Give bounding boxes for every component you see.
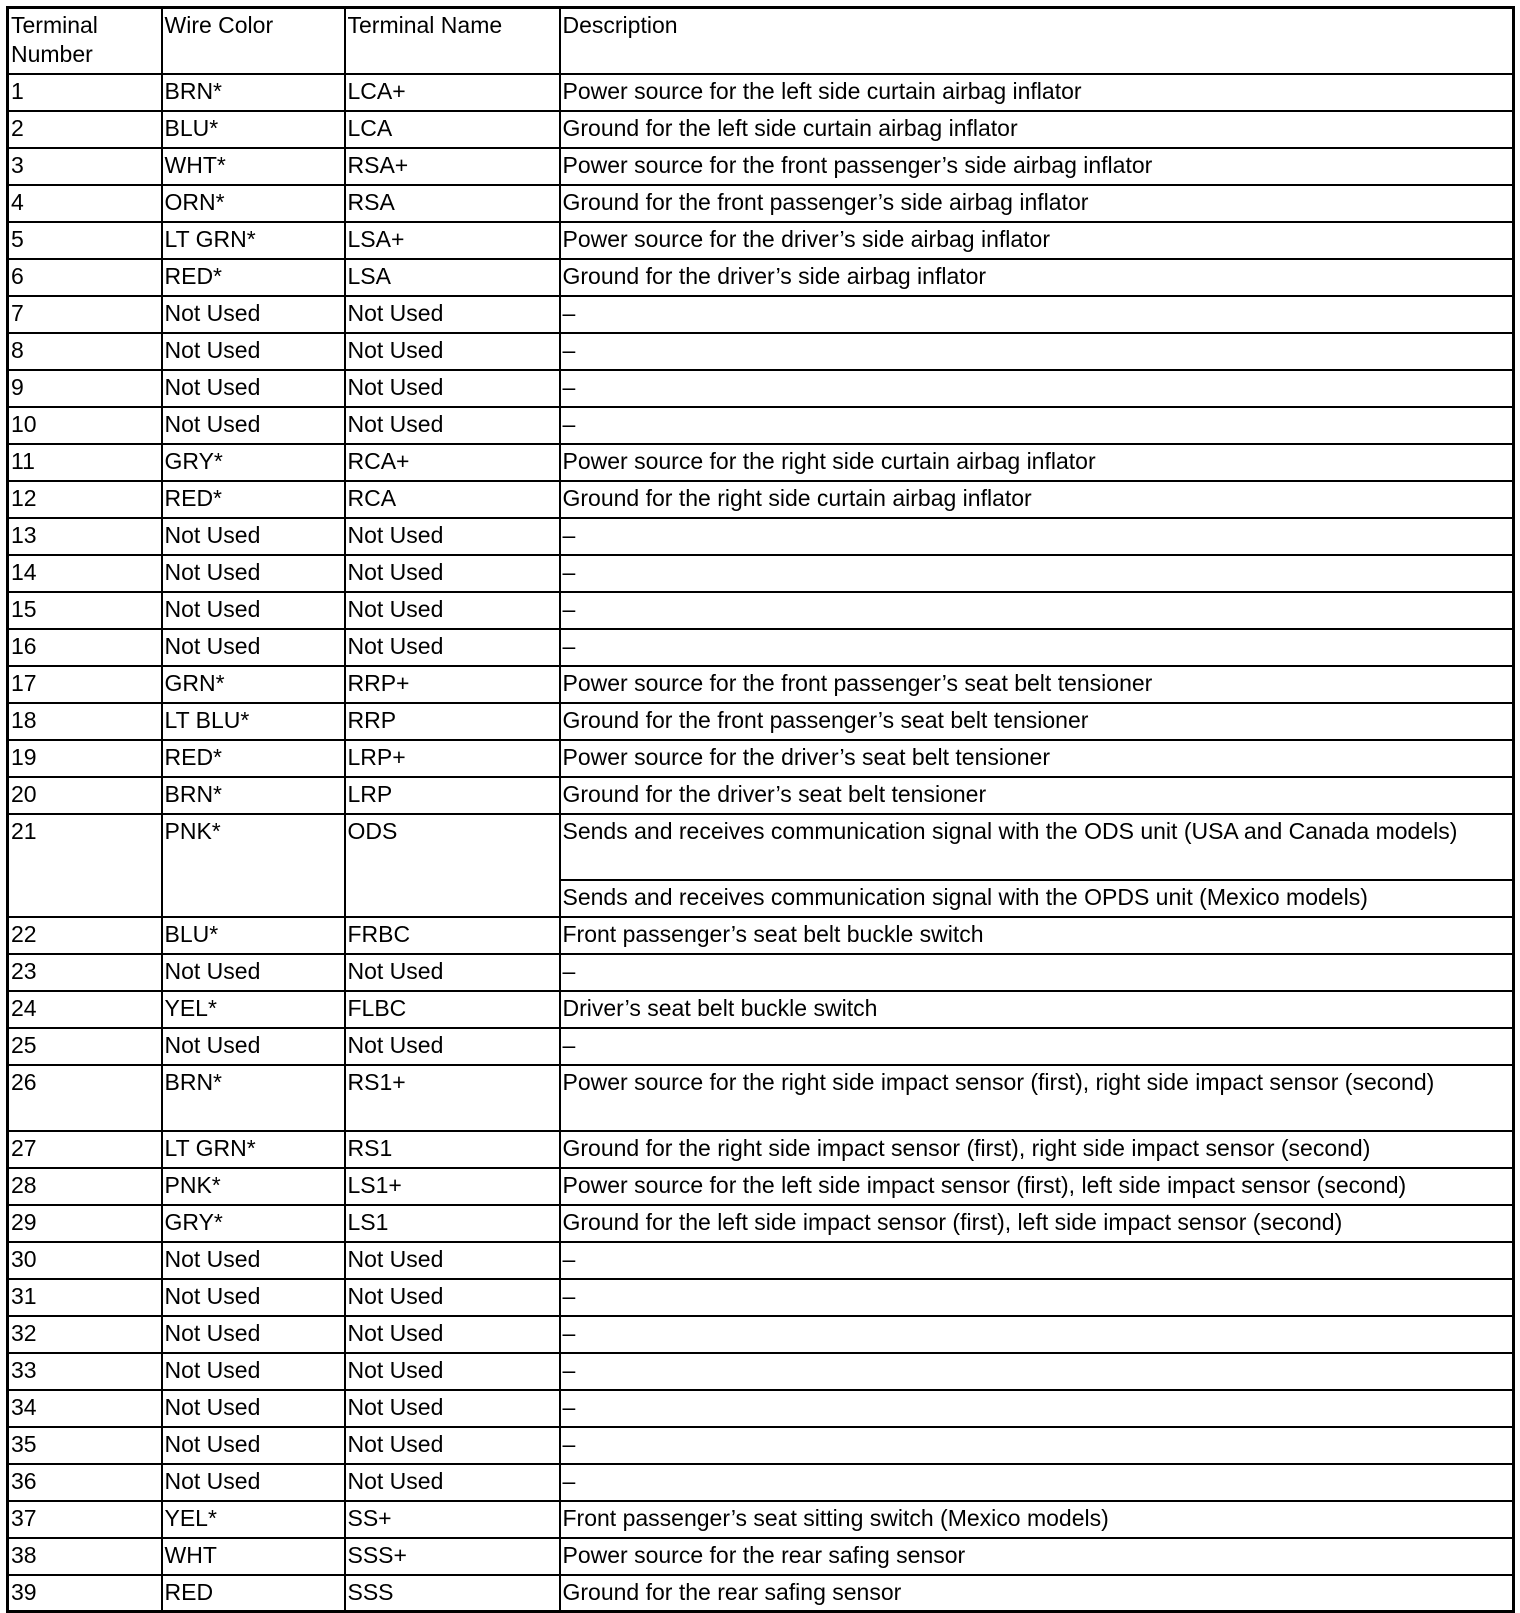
wire-color-cell: Not Used	[162, 954, 345, 991]
terminal-number-cell: 3	[8, 148, 162, 185]
terminal-name-cell: Not Used	[345, 954, 560, 991]
wire-color-cell: WHT	[162, 1538, 345, 1575]
terminal-name-cell: Not Used	[345, 1390, 560, 1427]
terminal-number-cell: 25	[8, 1028, 162, 1065]
description-cell: Sends and receives communication signal with the OPDS unit (Mexico models)	[560, 880, 1514, 917]
table-row	[8, 148, 1514, 185]
description-cell: Sends and receives communication signal with the ODS unit (USA and Canada models)	[560, 814, 1514, 880]
table-row	[8, 991, 1514, 1028]
terminal-name-cell: Not Used	[345, 1028, 560, 1065]
wire-color-cell: BLU*	[162, 917, 345, 954]
description-cell: Ground for the front passenger’s side airbag inflator	[560, 185, 1514, 222]
description-cell: –	[560, 296, 1514, 333]
terminal-table	[6, 6, 1515, 1613]
terminal-name-cell: LSA+	[345, 222, 560, 259]
terminal-name-cell: SS+	[345, 1501, 560, 1538]
terminal-name-cell: Not Used	[345, 296, 560, 333]
terminal-number-cell: 36	[8, 1464, 162, 1501]
description-cell: Ground for the right side impact sensor (first), right side impact sensor (second)	[560, 1131, 1514, 1168]
wire-color-cell: RED*	[162, 740, 345, 777]
wire-color-cell: Not Used	[162, 1464, 345, 1501]
wire-color-cell: Not Used	[162, 296, 345, 333]
wire-color-cell: LT BLU*	[162, 703, 345, 740]
terminal-number-cell: 12	[8, 481, 162, 518]
wire-color-cell: LT GRN*	[162, 222, 345, 259]
terminal-name-cell: Not Used	[345, 592, 560, 629]
table-row	[8, 777, 1514, 814]
terminal-name-cell: Not Used	[345, 333, 560, 370]
table-row	[8, 592, 1514, 629]
description-cell: –	[560, 407, 1514, 444]
terminal-number-cell: 35	[8, 1427, 162, 1464]
terminal-number-cell: 6	[8, 259, 162, 296]
description-cell: –	[560, 1464, 1514, 1501]
description-cell: Ground for the left side curtain airbag inflator	[560, 111, 1514, 148]
wire-color-cell: Not Used	[162, 1390, 345, 1427]
description-cell: –	[560, 954, 1514, 991]
wire-color-cell: BRN*	[162, 777, 345, 814]
wire-color-cell: PNK*	[162, 1168, 345, 1205]
table-row	[8, 1168, 1514, 1205]
table-row	[8, 74, 1514, 111]
terminal-number-cell: 8	[8, 333, 162, 370]
description-cell: –	[560, 555, 1514, 592]
table-row	[8, 555, 1514, 592]
terminal-name-cell: RRP+	[345, 666, 560, 703]
terminal-number-cell: 5	[8, 222, 162, 259]
description-cell: Ground for the driver’s side airbag inflator	[560, 259, 1514, 296]
wire-color-cell: WHT*	[162, 148, 345, 185]
terminal-name-cell: Not Used	[345, 407, 560, 444]
wire-color-cell: ORN*	[162, 185, 345, 222]
wire-color-cell: PNK*	[162, 814, 345, 917]
terminal-name-cell: Not Used	[345, 1427, 560, 1464]
description-cell: Power source for the front passenger’s side airbag inflator	[560, 148, 1514, 185]
terminal-name-cell: RCA	[345, 481, 560, 518]
wire-color-cell: Not Used	[162, 592, 345, 629]
table-row	[8, 1390, 1514, 1427]
description-cell: Power source for the driver’s seat belt tensioner	[560, 740, 1514, 777]
terminal-name-cell: SSS+	[345, 1538, 560, 1575]
terminal-number-cell: 17	[8, 666, 162, 703]
header-terminal-name: Terminal Name	[345, 8, 560, 74]
header-wire-color: Wire Color	[162, 8, 345, 74]
terminal-number-cell: 2	[8, 111, 162, 148]
table-row	[8, 1242, 1514, 1279]
terminal-name-cell: Not Used	[345, 555, 560, 592]
table-row	[8, 1028, 1514, 1065]
description-cell: Power source for the driver’s side airbag inflator	[560, 222, 1514, 259]
description-cell: –	[560, 592, 1514, 629]
description-cell: –	[560, 1390, 1514, 1427]
table-row	[8, 1205, 1514, 1242]
wire-color-cell: GRN*	[162, 666, 345, 703]
terminal-name-cell: LRP+	[345, 740, 560, 777]
table-row	[8, 259, 1514, 296]
description-cell: Ground for the right side curtain airbag inflator	[560, 481, 1514, 518]
table-row	[8, 917, 1514, 954]
table-row	[8, 333, 1514, 370]
table-row	[8, 1131, 1514, 1168]
table-row	[8, 444, 1514, 481]
wire-color-cell: BRN*	[162, 1065, 345, 1131]
terminal-name-cell: LRP	[345, 777, 560, 814]
table-row	[8, 1538, 1514, 1575]
wire-color-cell: GRY*	[162, 444, 345, 481]
wire-color-cell: Not Used	[162, 1427, 345, 1464]
wire-color-cell: BLU*	[162, 111, 345, 148]
description-cell: –	[560, 1353, 1514, 1390]
wire-color-cell: Not Used	[162, 333, 345, 370]
description-cell: Power source for the right side curtain airbag inflator	[560, 444, 1514, 481]
wire-color-cell: RED*	[162, 259, 345, 296]
table-row	[8, 1279, 1514, 1316]
description-cell: Front passenger’s seat belt buckle switch	[560, 917, 1514, 954]
terminal-number-cell: 4	[8, 185, 162, 222]
description-cell: Ground for the left side impact sensor (first), left side impact sensor (second)	[560, 1205, 1514, 1242]
terminal-number-cell: 28	[8, 1168, 162, 1205]
table-row	[8, 518, 1514, 555]
terminal-number-cell: 13	[8, 518, 162, 555]
terminal-name-cell: Not Used	[345, 1242, 560, 1279]
terminal-number-cell: 31	[8, 1279, 162, 1316]
terminal-number-cell: 23	[8, 954, 162, 991]
table-row	[8, 370, 1514, 407]
table-row	[8, 407, 1514, 444]
terminal-number-cell: 20	[8, 777, 162, 814]
wire-color-cell: Not Used	[162, 1028, 345, 1065]
terminal-number-cell: 38	[8, 1538, 162, 1575]
terminal-name-cell: LCA+	[345, 74, 560, 111]
description-cell: Power source for the front passenger’s seat belt tensioner	[560, 666, 1514, 703]
table-row	[8, 1065, 1514, 1131]
wire-color-cell: RED	[162, 1575, 345, 1612]
table-header	[8, 8, 1514, 74]
wire-color-cell: BRN*	[162, 74, 345, 111]
header-terminal-number: Terminal Number	[8, 8, 162, 74]
wire-color-cell: Not Used	[162, 1353, 345, 1390]
terminal-name-cell: LSA	[345, 259, 560, 296]
wire-color-cell: RED*	[162, 481, 345, 518]
table-row	[8, 1353, 1514, 1390]
terminal-name-cell: SSS	[345, 1575, 560, 1612]
wire-color-cell: Not Used	[162, 1316, 345, 1353]
table-row	[8, 1464, 1514, 1501]
terminal-number-cell: 24	[8, 991, 162, 1028]
terminal-name-cell: ODS	[345, 814, 560, 917]
terminal-name-cell: Not Used	[345, 518, 560, 555]
terminal-name-cell: Not Used	[345, 370, 560, 407]
terminal-number-cell: 10	[8, 407, 162, 444]
terminal-name-cell: RS1+	[345, 1065, 560, 1131]
table-body	[8, 74, 1514, 1612]
terminal-name-cell: RSA	[345, 185, 560, 222]
description-cell: –	[560, 370, 1514, 407]
description-cell: –	[560, 518, 1514, 555]
description-cell: Power source for the rear safing sensor	[560, 1538, 1514, 1575]
description-cell: –	[560, 333, 1514, 370]
terminal-number-cell: 27	[8, 1131, 162, 1168]
terminal-name-cell: LCA	[345, 111, 560, 148]
wire-color-cell: Not Used	[162, 518, 345, 555]
terminal-name-cell: RSA+	[345, 148, 560, 185]
table-row	[8, 1501, 1514, 1538]
description-cell: Ground for the rear safing sensor	[560, 1575, 1514, 1612]
terminal-number-cell: 34	[8, 1390, 162, 1427]
wire-color-cell: GRY*	[162, 1205, 345, 1242]
terminal-number-cell: 16	[8, 629, 162, 666]
terminal-name-cell: LS1	[345, 1205, 560, 1242]
wire-color-cell: Not Used	[162, 629, 345, 666]
header-description: Description	[560, 8, 1514, 74]
terminal-name-cell: Not Used	[345, 629, 560, 666]
terminal-name-cell: FRBC	[345, 917, 560, 954]
wire-color-cell: LT GRN*	[162, 1131, 345, 1168]
description-cell: Ground for the driver’s seat belt tensioner	[560, 777, 1514, 814]
terminal-number-cell: 30	[8, 1242, 162, 1279]
table-row	[8, 666, 1514, 703]
table-row	[8, 740, 1514, 777]
table-row	[8, 629, 1514, 666]
terminal-number-cell: 39	[8, 1575, 162, 1612]
description-cell: –	[560, 1028, 1514, 1065]
terminal-number-cell: 15	[8, 592, 162, 629]
description-cell: Driver’s seat belt buckle switch	[560, 991, 1514, 1028]
terminal-number-cell: 1	[8, 74, 162, 111]
terminal-name-cell: Not Used	[345, 1316, 560, 1353]
table-row	[8, 481, 1514, 518]
terminal-name-cell: Not Used	[345, 1279, 560, 1316]
description-cell: Ground for the front passenger’s seat belt tensioner	[560, 703, 1514, 740]
terminal-number-cell: 21	[8, 814, 162, 917]
terminal-number-cell: 29	[8, 1205, 162, 1242]
terminal-name-cell: FLBC	[345, 991, 560, 1028]
table-row	[8, 1316, 1514, 1353]
table-row	[8, 954, 1514, 991]
wire-color-cell: Not Used	[162, 1279, 345, 1316]
table-row	[8, 1427, 1514, 1464]
terminal-number-cell: 33	[8, 1353, 162, 1390]
terminal-name-cell: LS1+	[345, 1168, 560, 1205]
terminal-number-cell: 26	[8, 1065, 162, 1131]
table-row	[8, 296, 1514, 333]
terminal-number-cell: 37	[8, 1501, 162, 1538]
header-row	[8, 8, 1514, 74]
table-row	[8, 185, 1514, 222]
terminal-number-cell: 32	[8, 1316, 162, 1353]
description-cell: –	[560, 1242, 1514, 1279]
wire-color-cell: Not Used	[162, 555, 345, 592]
terminal-number-cell: 19	[8, 740, 162, 777]
wire-color-cell: Not Used	[162, 370, 345, 407]
terminal-name-cell: RCA+	[345, 444, 560, 481]
terminal-name-cell: Not Used	[345, 1464, 560, 1501]
terminal-number-cell: 7	[8, 296, 162, 333]
terminal-name-cell: RRP	[345, 703, 560, 740]
description-cell: Power source for the left side curtain airbag inflator	[560, 74, 1514, 111]
terminal-number-cell: 22	[8, 917, 162, 954]
terminal-number-cell: 14	[8, 555, 162, 592]
terminal-name-cell: RS1	[345, 1131, 560, 1168]
table-row	[8, 111, 1514, 148]
wire-color-cell: Not Used	[162, 1242, 345, 1279]
terminal-name-cell: Not Used	[345, 1353, 560, 1390]
description-cell: –	[560, 629, 1514, 666]
description-cell: –	[560, 1316, 1514, 1353]
description-cell: Power source for the right side impact sensor (first), right side impact sensor (second)	[560, 1065, 1514, 1131]
table-row	[8, 703, 1514, 740]
description-cell: Front passenger’s seat sitting switch (Mexico models)	[560, 1501, 1514, 1538]
terminal-number-cell: 18	[8, 703, 162, 740]
wire-color-cell: YEL*	[162, 1501, 345, 1538]
table-row	[8, 814, 1514, 880]
description-cell: –	[560, 1279, 1514, 1316]
description-cell: –	[560, 1427, 1514, 1464]
wire-color-cell: Not Used	[162, 407, 345, 444]
table-row	[8, 1575, 1514, 1612]
terminal-number-cell: 9	[8, 370, 162, 407]
terminal-number-cell: 11	[8, 444, 162, 481]
table-row	[8, 222, 1514, 259]
description-cell: Power source for the left side impact sensor (first), left side impact sensor (second)	[560, 1168, 1514, 1205]
wire-color-cell: YEL*	[162, 991, 345, 1028]
